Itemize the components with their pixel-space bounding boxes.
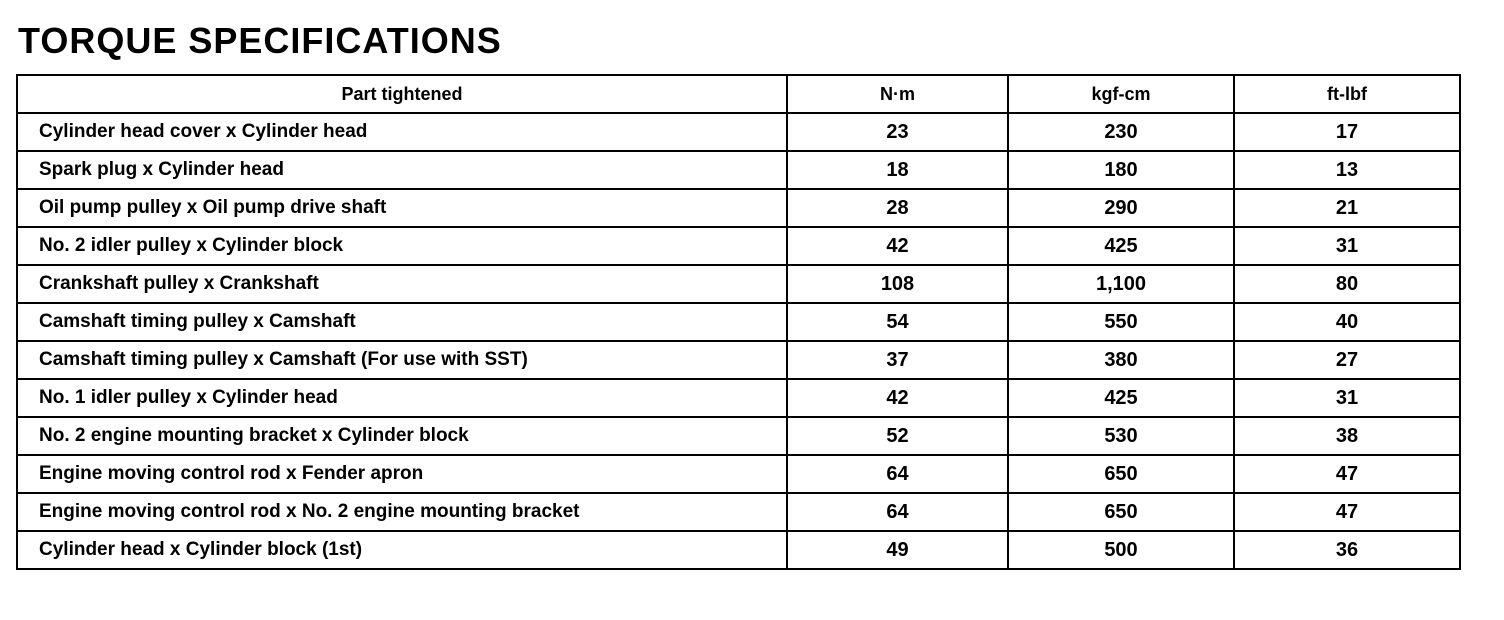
kgf-cm-cell: 230 [1008,113,1234,151]
part-cell: No. 2 idler pulley x Cylinder block [17,227,787,265]
part-cell: Cylinder head x Cylinder block (1st) [17,531,787,569]
header-nm: N·m [787,75,1008,113]
nm-cell: 42 [787,227,1008,265]
part-cell: Engine moving control rod x No. 2 engine mounting bracket [17,493,787,531]
table-row [17,341,1460,379]
part-cell: Oil pump pulley x Oil pump drive shaft [17,189,787,227]
header-kgf-cm: kgf-cm [1008,75,1234,113]
table-row [17,151,1460,189]
kgf-cm-cell: 380 [1008,341,1234,379]
torque-spec-table [16,74,1461,570]
part-cell: Camshaft timing pulley x Camshaft [17,303,787,341]
table-row [17,113,1460,151]
table-row [17,455,1460,493]
nm-cell: 108 [787,265,1008,303]
ft-lbf-cell: 80 [1234,265,1460,303]
ft-lbf-cell: 31 [1234,227,1460,265]
part-cell: Engine moving control rod x Fender apron [17,455,787,493]
part-cell: Crankshaft pulley x Crankshaft [17,265,787,303]
header-ft-lbf: ft-lbf [1234,75,1460,113]
part-cell: No. 1 idler pulley x Cylinder head [17,379,787,417]
nm-cell: 49 [787,531,1008,569]
table-row [17,265,1460,303]
ft-lbf-cell: 40 [1234,303,1460,341]
ft-lbf-cell: 36 [1234,531,1460,569]
table-row [17,379,1460,417]
nm-cell: 54 [787,303,1008,341]
table-row [17,531,1460,569]
ft-lbf-cell: 17 [1234,113,1460,151]
nm-cell: 28 [787,189,1008,227]
table-row [17,493,1460,531]
kgf-cm-cell: 650 [1008,455,1234,493]
page-title: TORQUE SPECIFICATIONS [18,20,502,61]
kgf-cm-cell: 1,100 [1008,265,1234,303]
ft-lbf-cell: 21 [1234,189,1460,227]
nm-cell: 37 [787,341,1008,379]
kgf-cm-cell: 530 [1008,417,1234,455]
header-part-tightened: Part tightened [17,75,787,113]
part-cell: Spark plug x Cylinder head [17,151,787,189]
part-cell: Camshaft timing pulley x Camshaft (For use with SST) [17,341,787,379]
ft-lbf-cell: 47 [1234,455,1460,493]
ft-lbf-cell: 31 [1234,379,1460,417]
ft-lbf-cell: 27 [1234,341,1460,379]
header-row [17,75,1460,113]
kgf-cm-cell: 650 [1008,493,1234,531]
nm-cell: 42 [787,379,1008,417]
nm-cell: 23 [787,113,1008,151]
kgf-cm-cell: 500 [1008,531,1234,569]
part-cell: No. 2 engine mounting bracket x Cylinder block [17,417,787,455]
kgf-cm-cell: 425 [1008,227,1234,265]
kgf-cm-cell: 290 [1008,189,1234,227]
ft-lbf-cell: 47 [1234,493,1460,531]
ft-lbf-cell: 38 [1234,417,1460,455]
kgf-cm-cell: 180 [1008,151,1234,189]
table-row [17,227,1460,265]
table-row [17,189,1460,227]
table-row [17,303,1460,341]
nm-cell: 64 [787,493,1008,531]
table-row [17,417,1460,455]
kgf-cm-cell: 425 [1008,379,1234,417]
nm-cell: 18 [787,151,1008,189]
nm-cell: 64 [787,455,1008,493]
kgf-cm-cell: 550 [1008,303,1234,341]
nm-cell: 52 [787,417,1008,455]
ft-lbf-cell: 13 [1234,151,1460,189]
part-cell: Cylinder head cover x Cylinder head [17,113,787,151]
